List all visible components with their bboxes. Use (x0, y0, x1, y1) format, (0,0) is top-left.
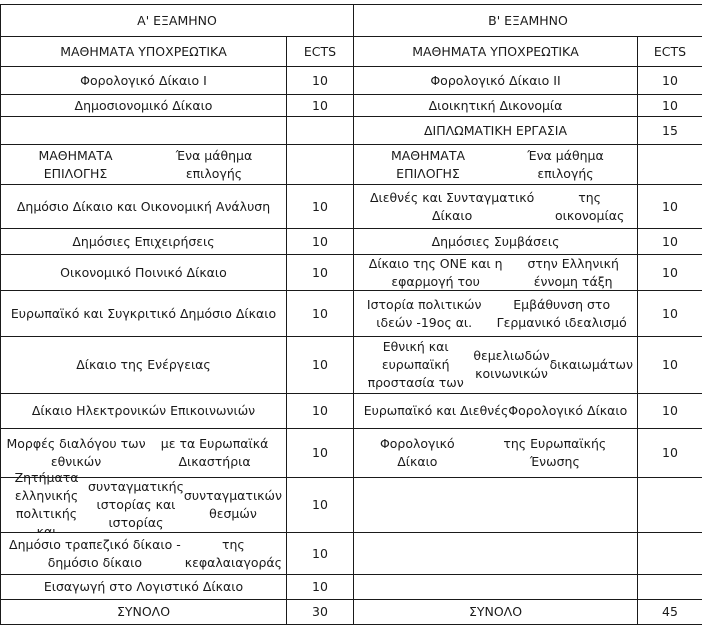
header-course-b: ΜΑΘΗΜΑΤΑ ΥΠΟΧΡΕΩΤΙΚΑ (353, 36, 638, 67)
course-a-row-3 (0, 116, 287, 145)
course-b-row-5: Διεθνές και Συνταγματικό Δίκαιο της οικονομίας (353, 184, 638, 229)
course-a-row-13: Δημόσιο τραπεζικό δίκαιο - δημόσιο δίκαιο της κεφαλαιαγοράς (0, 532, 287, 575)
ects-a-row-10: 10 (286, 393, 354, 429)
course-a-row-4: ΜΑΘΗΜΑΤΑ ΕΠΙΛΟΓΗΣ Ένα μάθημα επιλογής (0, 144, 287, 185)
course-a-row-14: Εισαγωγή στο Λογιστικό Δίκαιο (0, 574, 287, 600)
ects-a-row-4 (286, 144, 354, 185)
course-a-row-6: Δημόσιες Επιχειρήσεις (0, 228, 287, 255)
course-b-row-1: Φορολογικό Δίκαιο ΙΙ (353, 66, 638, 95)
course-b-row-8: Ιστορία πολιτικών ιδεών -19ος αι. Εμβάθυνση στο Γερμανικό ιδεαλισμό (353, 290, 638, 337)
header-ects-a: ECTS (286, 36, 354, 67)
ects-a-row-12: 10 (286, 477, 354, 533)
course-b-total: ΣΥΝΟΛΟ (353, 599, 638, 625)
course-a-total: ΣΥΝΟΛΟ (0, 599, 287, 625)
ects-b-row-4 (637, 144, 702, 185)
ects-b-row-7: 10 (637, 254, 702, 291)
ects-a-row-2: 10 (286, 94, 354, 117)
course-a-row-10: Δίκαιο Ηλεκτρονικών Επικοινωνιών (0, 393, 287, 429)
semester-b-title: Β' ΕΞΑΜΗΝΟ (353, 4, 702, 37)
ects-b-row-12 (637, 477, 702, 533)
course-a-row-1: Φορολογικό Δίκαιο Ι (0, 66, 287, 95)
course-b-row-14 (353, 574, 638, 600)
ects-b-row-5: 10 (637, 184, 702, 229)
ects-b-row-1: 10 (637, 66, 702, 95)
course-a-row-5: Δημόσιο Δίκαιο και Οικονομική Ανάλυση (0, 184, 287, 229)
ects-a-row-14: 10 (286, 574, 354, 600)
header-ects-b: ECTS (637, 36, 702, 67)
ects-a-row-5: 10 (286, 184, 354, 229)
course-b-row-3: ΔΙΠΛΩΜΑΤΙΚΗ ΕΡΓΑΣΙΑ (353, 116, 638, 145)
course-b-row-12 (353, 477, 638, 533)
course-a-row-11: Μορφές διαλόγου των εθνικών με τα Ευρωπαϊκά Δικαστήρια (0, 428, 287, 478)
ects-a-row-7: 10 (286, 254, 354, 291)
semester-a-title: Α' ΕΞΑΜΗΝΟ (0, 4, 354, 37)
course-a-row-9: Δίκαιο της Ενέργειας (0, 336, 287, 394)
ects-b-row-9: 10 (637, 336, 702, 394)
course-b-row-13 (353, 532, 638, 575)
course-b-row-10: Ευρωπαϊκό και Διεθνές Φορολογικό Δίκαιο (353, 393, 638, 429)
course-b-row-7: Δίκαιο της ΟΝΕ και η εφαρμογή του στην Ελληνική έννομη τάξη (353, 254, 638, 291)
ects-b-row-14 (637, 574, 702, 600)
ects-a-total: 30 (286, 599, 354, 625)
ects-b-row-3: 15 (637, 116, 702, 145)
ects-a-row-9: 10 (286, 336, 354, 394)
course-b-row-11: Φορολογικό Δίκαιο της Ευρωπαϊκής Ένωσης (353, 428, 638, 478)
course-a-row-2: Δημοσιονομικό Δίκαιο (0, 94, 287, 117)
course-a-row-8: Ευρωπαϊκό και Συγκριτικό Δημόσιο Δίκαιο (0, 290, 287, 337)
ects-a-row-11: 10 (286, 428, 354, 478)
ects-b-row-11: 10 (637, 428, 702, 478)
ects-b-total: 45 (637, 599, 702, 625)
ects-b-row-6: 10 (637, 228, 702, 255)
ects-b-row-13 (637, 532, 702, 575)
course-a-row-7: Οικονομικό Ποινικό Δίκαιο (0, 254, 287, 291)
ects-a-row-13: 10 (286, 532, 354, 575)
course-a-row-12: Ζητήματα ελληνικής πολιτικής συνταγματικής ιστορίας και ιστορίας συνταγματικών θεσμών (0, 477, 287, 533)
ects-b-row-2: 10 (637, 94, 702, 117)
header-course-a: ΜΑΘΗΜΑΤΑ ΥΠΟΧΡΕΩΤΙΚΑ (0, 36, 287, 67)
course-b-row-9: Εθνική και ευρωπαϊκή προστασία των θεμελιωδών κοινωνικών δικαιωμάτων (353, 336, 638, 394)
ects-a-row-6: 10 (286, 228, 354, 255)
course-b-row-6: Δημόσιες Συμβάσεις (353, 228, 638, 255)
ects-a-row-8: 10 (286, 290, 354, 337)
ects-b-row-8: 10 (637, 290, 702, 337)
ects-b-row-10: 10 (637, 393, 702, 429)
course-b-row-2: Διοικητική Δικονομία (353, 94, 638, 117)
ects-a-row-1: 10 (286, 66, 354, 95)
ects-a-row-3 (286, 116, 354, 145)
course-b-row-4: ΜΑΘΗΜΑΤΑ ΕΠΙΛΟΓΗΣ Ένα μάθημα επιλογής (353, 144, 638, 185)
